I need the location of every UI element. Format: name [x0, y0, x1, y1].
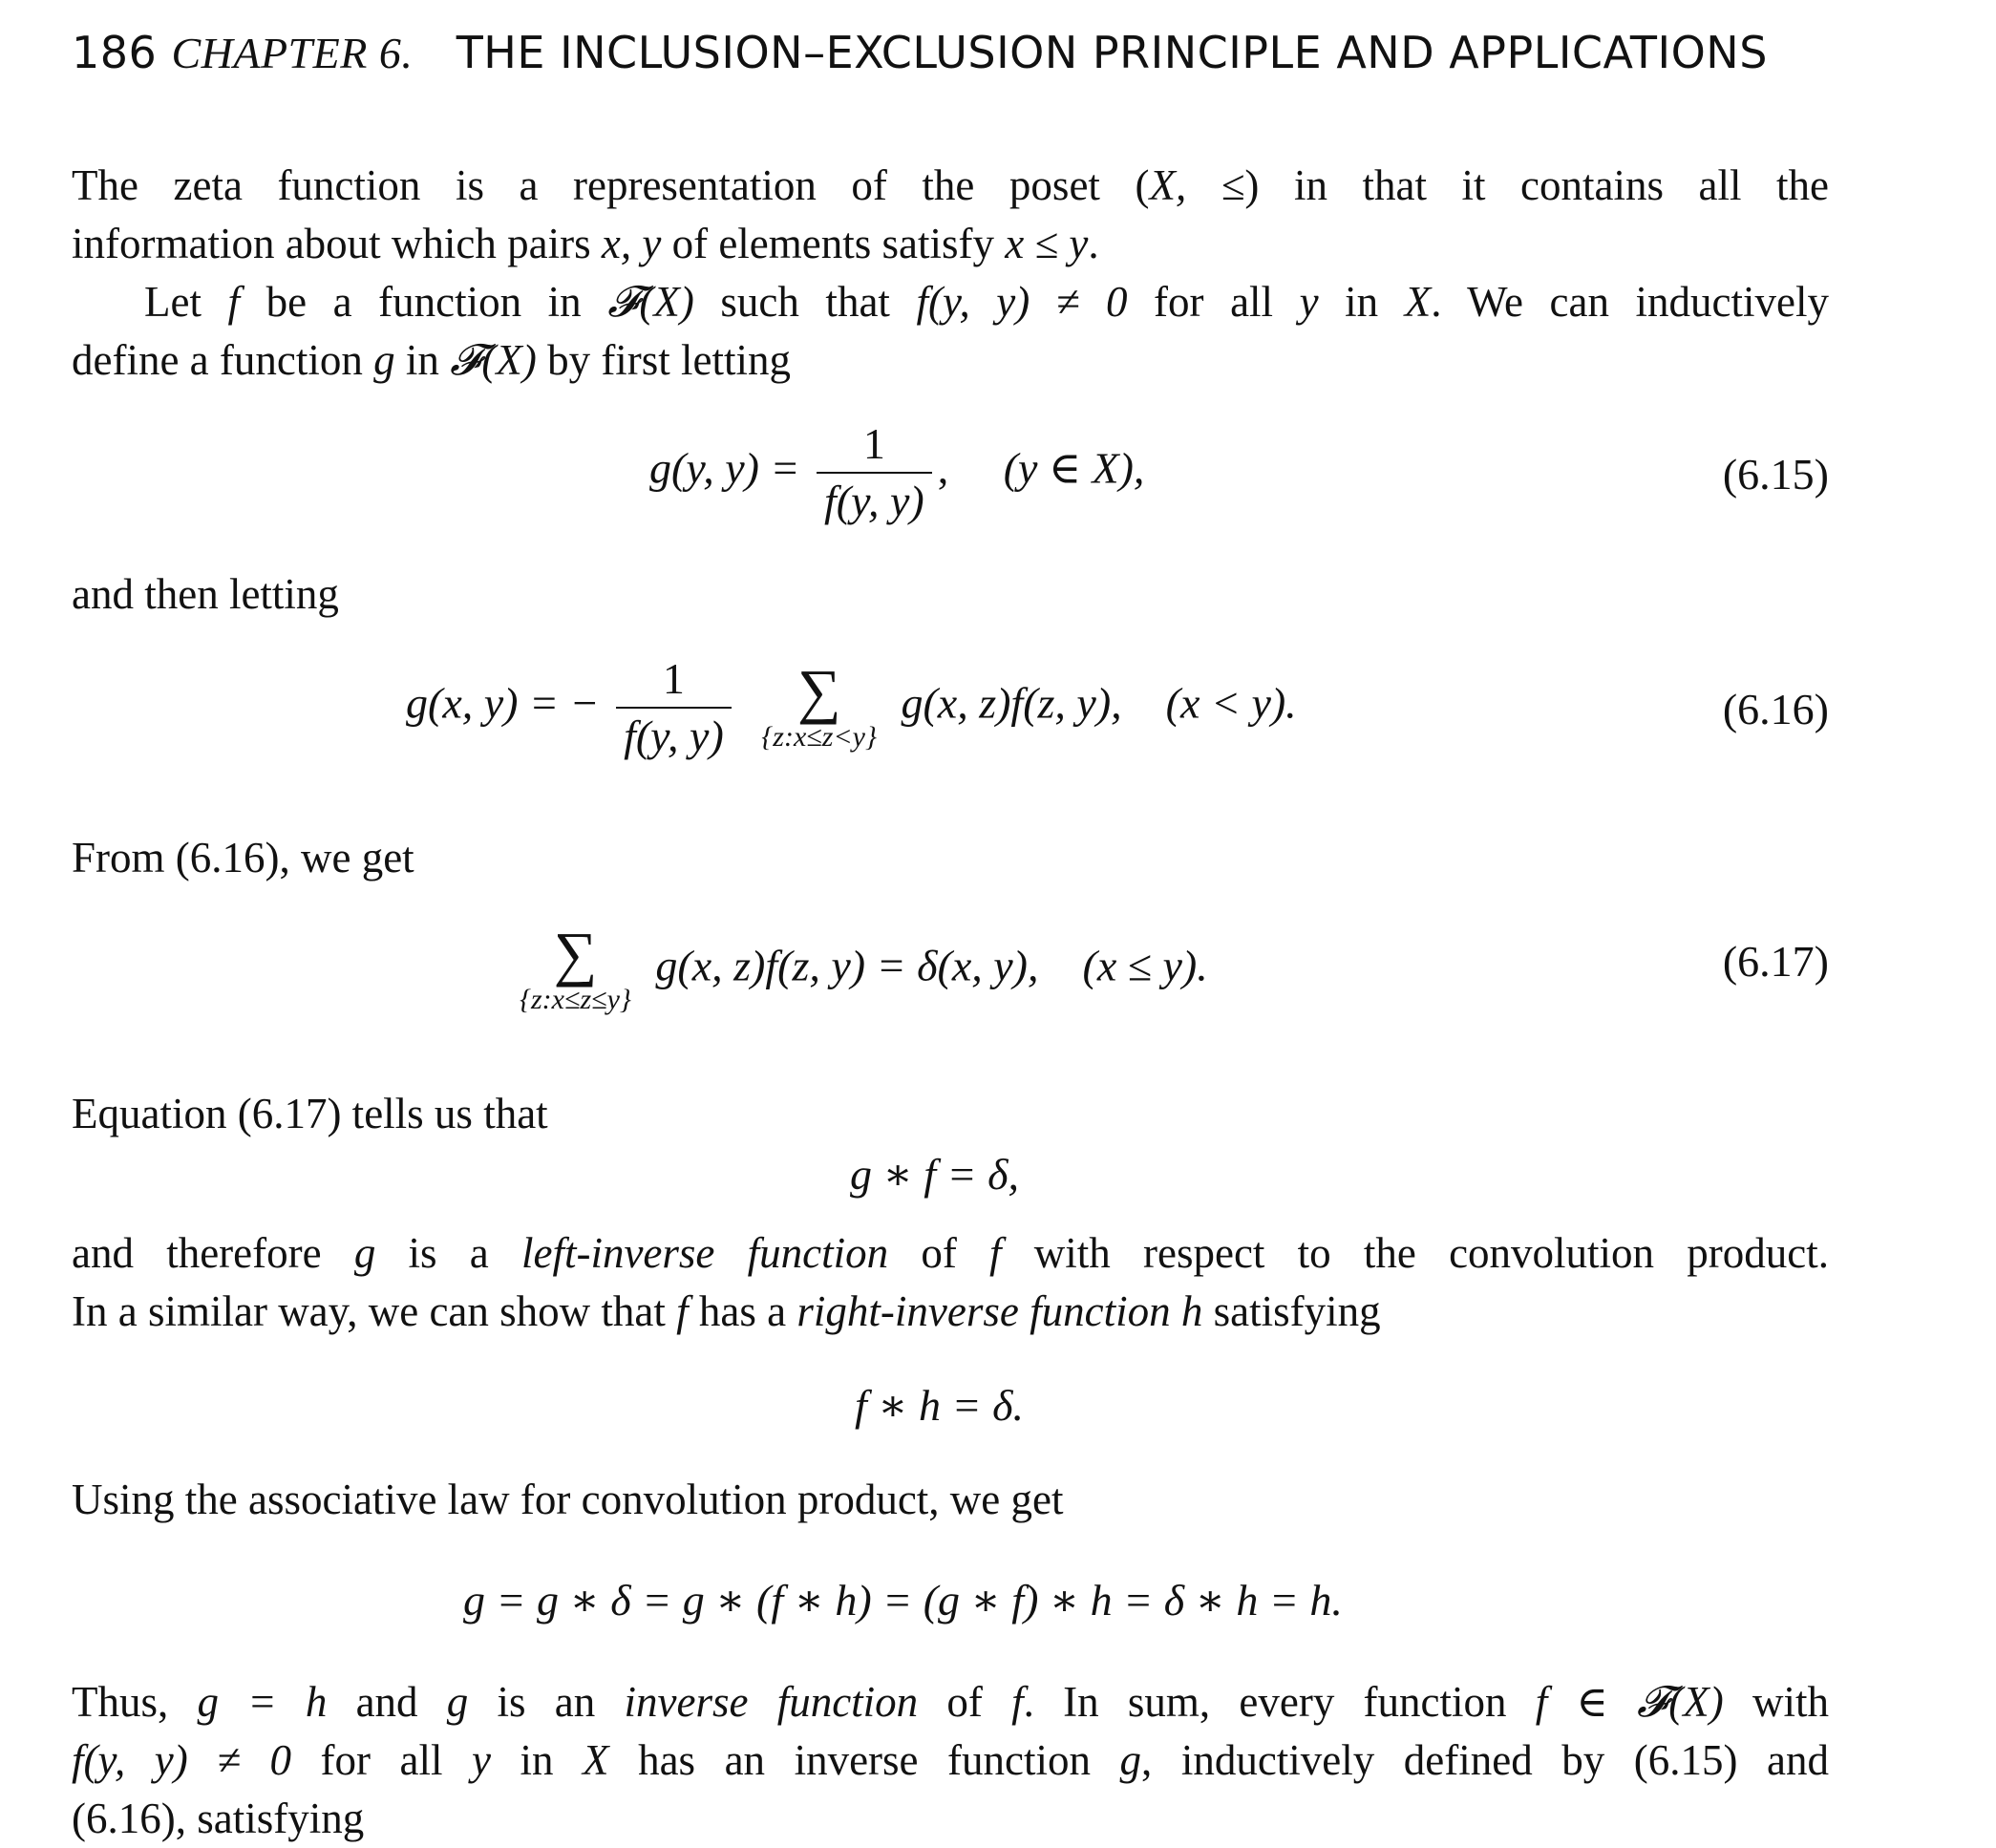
- text-line: [72, 1283, 1829, 1341]
- sigma-symbol: ∑: [553, 920, 598, 988]
- math: g: [446, 1678, 469, 1726]
- page-number: 186: [72, 27, 158, 78]
- text: of: [888, 1229, 990, 1277]
- math: f(y, y) ≠ 0: [916, 278, 1128, 326]
- math: y: [472, 1736, 491, 1784]
- page: [72, 0, 1829, 1847]
- eq-condition: (x ≤ y).: [1082, 941, 1208, 990]
- paragraph-associative: [72, 1471, 1829, 1529]
- text-line: [72, 215, 1829, 273]
- chapter-label: CHAPTER 6.: [171, 29, 414, 77]
- math: X: [583, 1736, 609, 1784]
- math: x, y: [601, 220, 662, 267]
- text: has a: [688, 1287, 797, 1335]
- text: for all: [290, 1736, 472, 1784]
- eq-condition: (x < y).: [1165, 678, 1297, 728]
- comma: ,: [937, 443, 949, 493]
- eq-lhs: g(x, y) = −: [406, 678, 600, 728]
- math: f: [676, 1287, 689, 1335]
- equation-6-15: [649, 418, 1144, 527]
- math: X, ≤: [1149, 161, 1245, 209]
- math: g = h: [197, 1678, 328, 1726]
- equation-6-17: [506, 920, 1208, 1016]
- fraction-denominator: f(y, y): [823, 477, 924, 525]
- summation-index: {z:x≤z≤y}: [520, 984, 631, 1015]
- text: . We can inductively: [1431, 278, 1830, 326]
- eq-term: g(x, z)f(z, y) = δ(x, y),: [655, 941, 1039, 990]
- text: and therefore: [72, 1229, 354, 1277]
- text: such that: [693, 278, 917, 326]
- chapter-title: THE INCLUSION–EXCLUSION PRINCIPLE AND APPLICATIONS: [456, 27, 1768, 78]
- paragraph-zeta: [72, 157, 1829, 273]
- equation-associative-chain: g = g ∗ δ = g ∗ (f ∗ h) = (g ∗ f) ∗ h = δ ∗ h = h.: [463, 1576, 1343, 1625]
- text: is an: [468, 1678, 625, 1726]
- text: with respect to the convolution product.: [1001, 1229, 1829, 1277]
- equation-left-inverse: g ∗ f = δ,: [850, 1150, 1019, 1199]
- text: has an inverse function: [608, 1736, 1120, 1784]
- math: y: [1299, 278, 1319, 326]
- fraction-numerator: 1: [817, 418, 932, 474]
- text-line: [72, 1731, 1829, 1790]
- math: 𝓕(X): [450, 336, 537, 384]
- fraction: [616, 653, 732, 762]
- paragraph-equation-tells: [72, 1085, 1829, 1143]
- math: f ∈ 𝓕(X): [1535, 1678, 1724, 1726]
- text-line: From (6.16), we get: [72, 834, 414, 882]
- emphasis: inverse function: [624, 1678, 919, 1726]
- paragraph-then-letting: [72, 565, 1829, 624]
- eq-condition: (y ∈ X),: [1003, 443, 1145, 493]
- math: f(y, y) ≠ 0: [72, 1736, 291, 1784]
- text-line: (6.16), satisfying: [72, 1795, 365, 1842]
- paragraph-from-6-16: [72, 829, 1829, 887]
- math: g: [353, 1229, 376, 1277]
- fraction: [817, 418, 932, 527]
- text: information about which pairs: [72, 220, 602, 267]
- text: in: [394, 336, 451, 384]
- text: with: [1723, 1678, 1829, 1726]
- text: , inductively defined by (6.15) and: [1141, 1736, 1830, 1784]
- text-line: [72, 273, 1829, 331]
- eq-term: g(x, z)f(z, y),: [901, 678, 1122, 728]
- text: .: [1088, 220, 1099, 267]
- equation-right-inverse: f ∗ h = δ.: [855, 1381, 1024, 1430]
- text: define a function: [72, 336, 374, 384]
- emphasis: left-inverse function: [520, 1229, 889, 1277]
- text: in: [1318, 278, 1405, 326]
- eq-lhs: g(y, y) =: [649, 443, 800, 493]
- text-line: Using the associative law for convolution product, we get: [72, 1476, 1064, 1523]
- text: Thus,: [72, 1678, 198, 1726]
- equation-6-16: [406, 653, 1297, 762]
- text-line: [72, 1224, 1829, 1283]
- math: h: [1170, 1287, 1203, 1335]
- summation: [520, 920, 631, 1016]
- text: is a: [375, 1229, 521, 1277]
- math: x ≤ y: [1005, 220, 1089, 267]
- text-line: Equation (6.17) tells us that: [72, 1090, 548, 1137]
- text: for all: [1127, 278, 1300, 326]
- paragraph-inverse-function: [72, 1673, 1829, 1848]
- running-header: [72, 27, 1829, 78]
- text: . In sum, every function: [1023, 1678, 1536, 1726]
- equation-number-6-16: (6.16): [1722, 685, 1829, 733]
- text: and: [327, 1678, 447, 1726]
- math: f: [989, 1229, 1002, 1277]
- math: g: [373, 336, 395, 384]
- text-line: [72, 157, 1829, 215]
- summation: [761, 657, 877, 754]
- sigma-symbol: ∑: [796, 657, 841, 725]
- equation-number-6-15: (6.15): [1722, 450, 1829, 499]
- summation-index: {z:x≤z<y}: [761, 721, 877, 753]
- text: be a function in: [240, 278, 608, 326]
- text: of: [918, 1678, 1012, 1726]
- text: satisfying: [1202, 1287, 1381, 1335]
- text: by first letting: [536, 336, 792, 384]
- math: X: [1404, 278, 1432, 326]
- emphasis: right-inverse function: [796, 1287, 1171, 1335]
- math: f: [227, 278, 241, 326]
- equation-number-6-17: (6.17): [1722, 937, 1829, 986]
- text-line: [72, 331, 1829, 390]
- text: Let: [144, 278, 228, 326]
- paragraph-left-inverse: [72, 1224, 1829, 1341]
- text: ) in that it contains all the: [1244, 161, 1830, 209]
- text-line: [72, 1673, 1829, 1731]
- paragraph-define-g: [72, 273, 1829, 390]
- math: g: [1119, 1736, 1142, 1784]
- math: f: [1011, 1678, 1024, 1726]
- text-line: and then letting: [72, 570, 339, 618]
- text: in: [490, 1736, 584, 1784]
- fraction-denominator: f(y, y): [624, 712, 724, 760]
- fraction-numerator: 1: [616, 653, 732, 709]
- text: In a similar way, we can show that: [72, 1287, 677, 1335]
- math: 𝓕(X): [607, 278, 694, 326]
- text: of elements satisfy: [661, 220, 1006, 267]
- text: The zeta function is a representation of the poset (: [72, 161, 1150, 209]
